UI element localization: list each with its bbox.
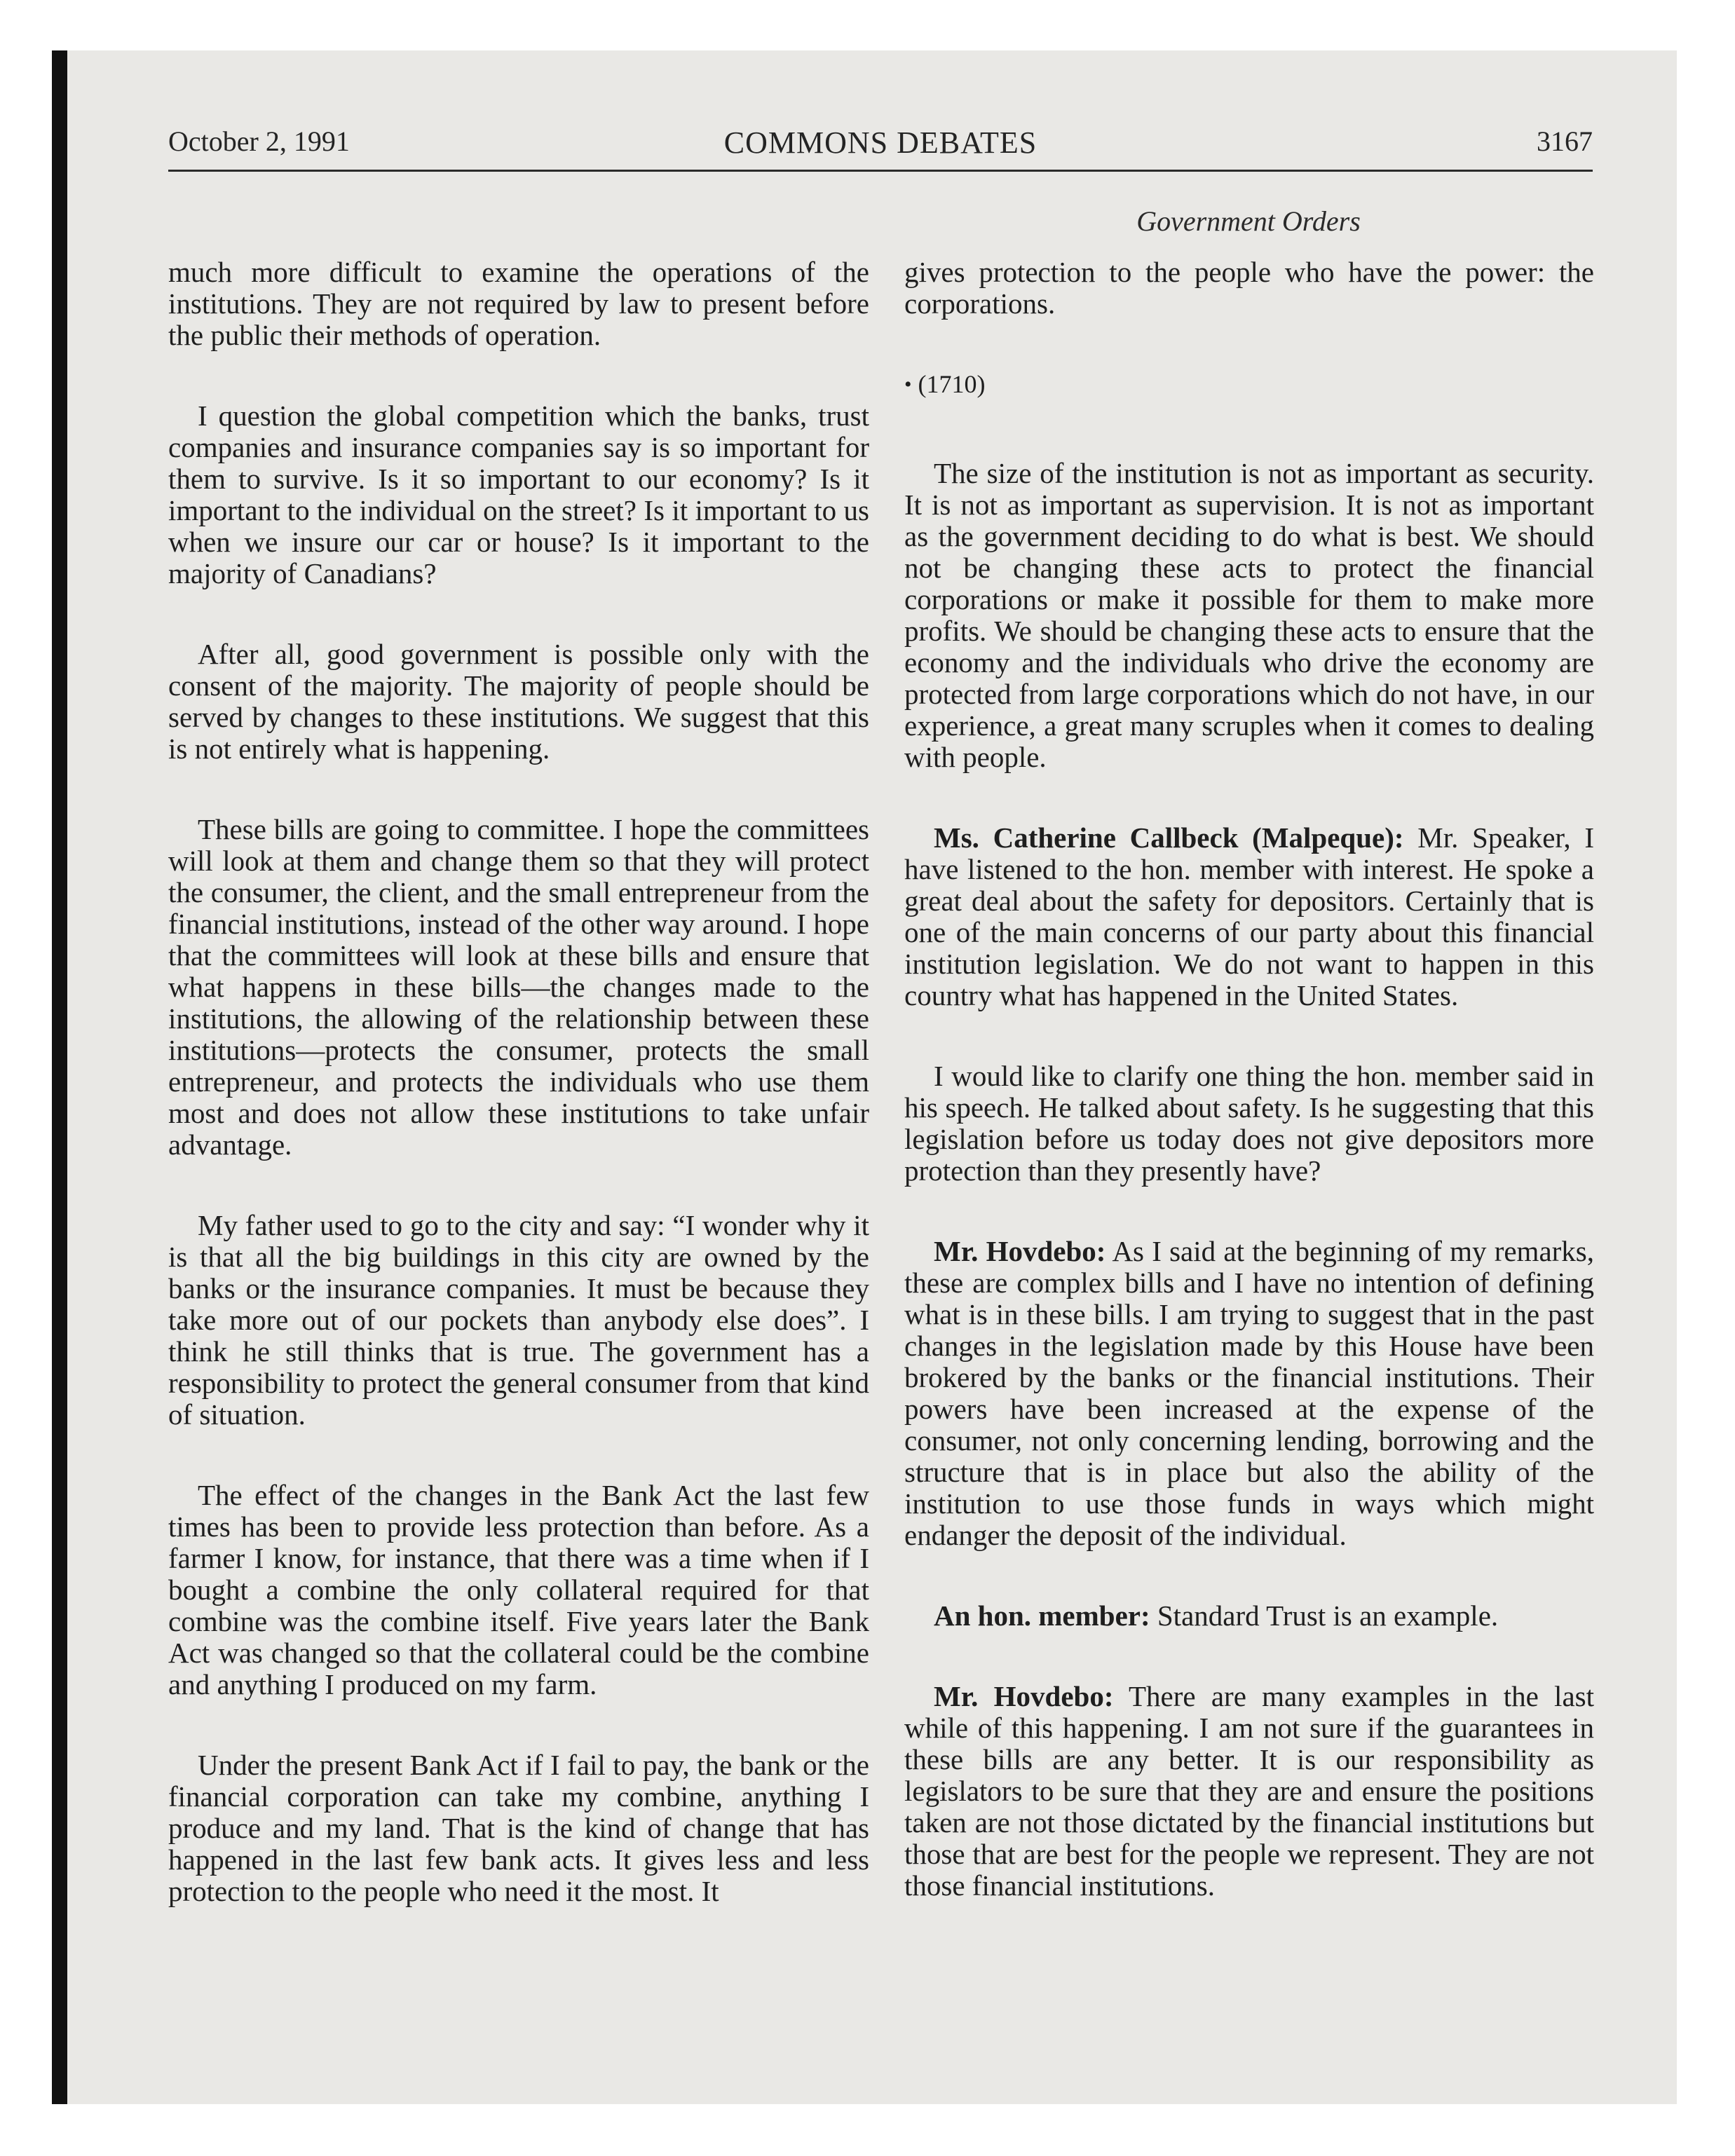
- speech: [904, 1681, 1594, 1902]
- paragraph: The size of the institution is not as important as security. It is not as important as supervision. It is not as important as the government deciding to do what is best. We should not be changing these acts to protect the financial corporations or make it possible for them to make more profits. We should be changing these acts to ensure that the economy and the individuals who drive the economy are protected from large corporations which do not have, in our experience, a great many scruples when it comes to dealing with people.: [904, 457, 1594, 773]
- page-number: 3167: [1537, 125, 1593, 157]
- speech-text: As I said at the beginning of my remarks, these are complex bills and I have no intention of defining what is in these bills. I am trying to suggest that in the past changes in the legislation made by this House have been brokered by the banks or the financial institutions. Their powers have been increased at the expense of the consumer, not only concerning lending, borrowing and the structure that is in place but also the ability of the institution to use those funds in ways which might endanger the deposit of the individual.: [904, 1235, 1595, 1551]
- speech: [904, 1236, 1594, 1551]
- speech: [904, 1600, 1594, 1632]
- paragraph: My father used to go to the city and say: “I wonder why it is that all the big buildings in this city are owned by the banks or the insurance companies. It must be because they take more out of our pockets than anybody else does”. I think he still thinks that is true. The government has a responsibility to protect the general consumer from that kind of situation.: [168, 1209, 869, 1431]
- paragraph: gives protection to the people who have the power: the corporations.: [904, 256, 1594, 320]
- paragraph: Under the present Bank Act if I fail to pay, the bank or the financial corporation can take my combine, anything I produce and my land. That is the kind of change that has happened in the last few bank acts. It gives less and less protection to the people who need it the most. It: [168, 1749, 869, 1907]
- timestamp-text: (1710): [918, 370, 986, 398]
- left-column: [168, 257, 869, 1956]
- paragraph: much more difficult to examine the operations of the institutions. They are not required by law to present before the public their methods of operation.: [168, 256, 869, 351]
- timestamp: [904, 369, 1594, 400]
- speaker-name: Mr. Hovdebo:: [934, 1680, 1114, 1712]
- speech-text: Mr. Speaker, I have listened to the hon. member with interest. He spoke a great deal about the safety for depositors. Certainly that is one of the main concerns of our party about this financial institution legislation. We do not want to happen in this country what has happened in the United States.: [904, 821, 1595, 1011]
- bullet-icon: •: [904, 373, 912, 396]
- right-column: [904, 257, 1594, 1951]
- speech: [904, 822, 1594, 1011]
- header-title: COMMONS DEBATES: [723, 125, 1037, 160]
- page-header: [168, 125, 1593, 172]
- header-date: October 2, 1991: [168, 125, 350, 157]
- paragraph: These bills are going to committee. I hope the committees will look at them and change them so that they will protect the consumer, the client, and the small entrepreneur from the financial institutions, instead of the other way around. I hope that the committees will look at these bills and ensure that what happens in these bills—the changes made to the institutions, the allowing of the relationship between these institutions—protects the consumer, protects the small entrepreneur, and protects the individuals who use them most and does not allow these institutions to take unfair advantage.: [168, 813, 869, 1161]
- paragraph: I question the global competition which the banks, trust companies and insurance companies say is so important for them to survive. Is it so important to our economy? Is it important to the individual on the street? Is it important to us when we insure our car or house? Is it important to the majority of Canadians?: [168, 400, 869, 589]
- speaker-name: Mr. Hovdebo:: [934, 1235, 1106, 1267]
- speaker-name: Ms. Catherine Callbeck (Malpeque):: [934, 821, 1404, 854]
- paragraph: After all, good government is possible only with the consent of the majority. The majority of people should be served by changes to these institutions. We suggest that this is not entirely what is happening.: [168, 638, 869, 765]
- section-label: Government Orders: [1136, 205, 1361, 237]
- speech-text: There are many examples in the last while of this happening. I am not sure if the guarantees in these bills are any better. It is our responsibility as legislators to be sure that they are and ensure the positions taken are not those dictated by the financial institutions but those that are best for the people we represent. They are not those financial institutions.: [904, 1680, 1594, 1902]
- paragraph: I would like to clarify one thing the hon. member said in his speech. He talked about safety. Is he suggesting that this legislation before us today does not give depositors more protection than they presently have?: [904, 1060, 1594, 1187]
- paragraph: The effect of the changes in the Bank Act the last few times has been to provide less protection than before. As a farmer I know, for instance, that there was a time when if I bought a combine the only collateral required for that combine was the combine itself. Five years later the Bank Act was changed so that the collateral could be the combine and anything I produced on my farm.: [168, 1479, 869, 1700]
- speaker-name: An hon. member:: [934, 1599, 1150, 1632]
- speech-text: Standard Trust is an example.: [1157, 1599, 1499, 1632]
